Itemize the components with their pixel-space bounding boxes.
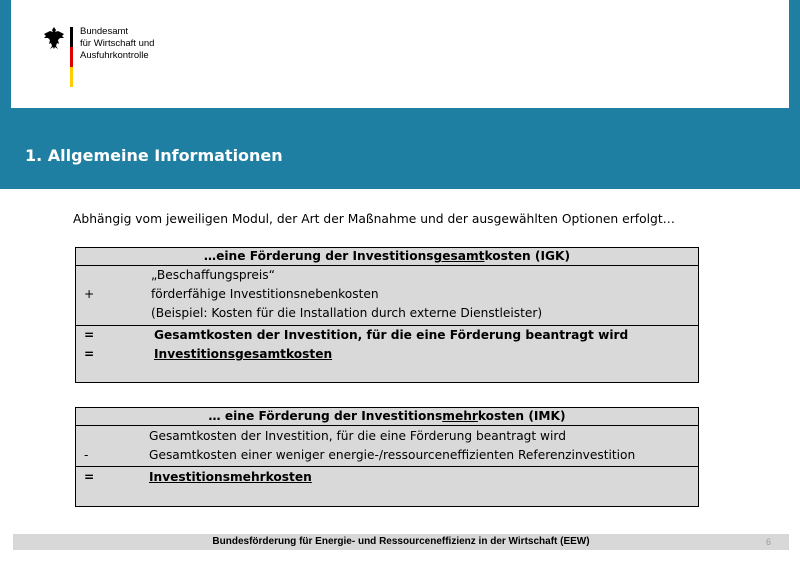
igk-title-underlined: gesamt	[433, 249, 485, 263]
org-line: Bundesamt	[80, 26, 129, 37]
igk-title	[76, 248, 698, 266]
igk-result	[76, 326, 698, 383]
row-text: Gesamtkosten der Investition, für die eine Förderung beantragt wird	[154, 328, 629, 342]
igk-row	[76, 304, 698, 323]
igk-row	[76, 266, 698, 285]
igk-result-row	[76, 345, 698, 364]
org-name	[80, 26, 154, 62]
logo-area	[11, 0, 789, 108]
org-line: für Wirtschaft und	[80, 38, 155, 49]
igk-title-pre: …eine Förderung der Investitions	[203, 249, 434, 263]
federal-eagle-icon	[43, 26, 65, 50]
igk-cost-components	[76, 266, 698, 326]
flag-black	[70, 27, 73, 47]
row-text: förderfähige Investitionsnebenkosten	[151, 287, 379, 301]
imk-cost-components	[76, 426, 698, 467]
imk-row	[76, 427, 698, 446]
row-symbol: -	[84, 448, 89, 462]
imk-table	[75, 407, 699, 507]
igk-result-row	[76, 326, 698, 345]
row-symbol: =	[84, 347, 95, 361]
row-symbol: =	[84, 470, 95, 484]
imk-title	[76, 408, 698, 426]
page-number: 6	[765, 537, 771, 547]
igk-row	[76, 285, 698, 304]
row-symbol: +	[84, 287, 95, 301]
imk-title-underlined: mehr	[442, 409, 478, 423]
german-flag-stripe	[70, 27, 73, 87]
flag-gold	[70, 67, 73, 87]
imk-row	[76, 446, 698, 465]
imk-title-post: kosten (IMK)	[477, 409, 566, 423]
imk-title-pre: … eine Förderung der Investitions	[208, 409, 443, 423]
footer-text: Bundesförderung für Energie- und Ressourceneffizienz in der Wirtschaft (EEW)	[212, 536, 590, 547]
row-symbol: =	[84, 328, 95, 342]
row-text: (Beispiel: Kosten für die Installation durch externe Dienstleister)	[151, 306, 543, 320]
row-text: Investitionsmehrkosten	[149, 470, 312, 484]
row-text: Investitionsgesamtkosten	[154, 347, 333, 361]
org-line: Ausfuhrkontrolle	[80, 50, 149, 61]
row-text: „Beschaffungspreis“	[151, 268, 275, 282]
flag-red	[70, 47, 73, 67]
footer-bar	[13, 534, 789, 550]
imk-result	[76, 467, 698, 507]
section-title: 1. Allgemeine Informationen	[25, 146, 283, 165]
igk-table	[75, 247, 699, 383]
intro-text: Abhängig vom jeweiligen Modul, der Art der Maßnahme und der ausgewählten Optionen erfolgt…	[73, 212, 675, 226]
header-band	[0, 0, 800, 189]
row-text: Gesamtkosten einer weniger energie-/ressourceneffizienten Referenzinvestition	[149, 448, 636, 462]
row-text: Gesamtkosten der Investition, für die eine Förderung beantragt wird	[149, 429, 566, 443]
igk-title-post: kosten (IGK)	[484, 249, 571, 263]
imk-result-row	[76, 468, 698, 487]
